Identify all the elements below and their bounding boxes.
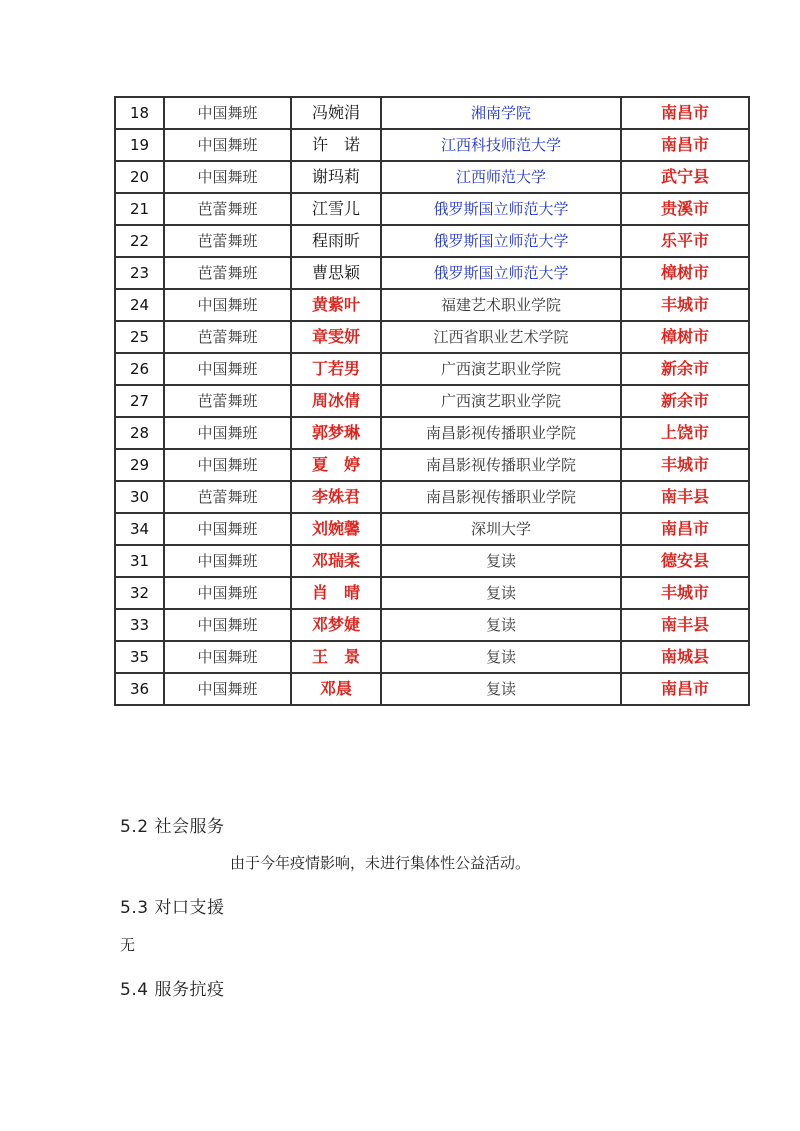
hometown-cell: 丰城市 <box>622 290 750 322</box>
table-row <box>116 514 750 546</box>
student-name-cell: 程雨昕 <box>292 226 382 258</box>
hometown-cell: 樟树市 <box>622 258 750 290</box>
table-row <box>116 162 750 194</box>
table-row <box>116 290 750 322</box>
row-number-cell: 24 <box>116 290 165 322</box>
student-name-cell: 冯婉涓 <box>292 98 382 130</box>
hometown-cell: 南丰县 <box>622 482 750 514</box>
class-cell: 中国舞班 <box>165 98 292 130</box>
section-heading-social-service: 5.2 社会服务 <box>120 817 225 837</box>
table-row <box>116 642 750 674</box>
row-number-cell: 23 <box>116 258 165 290</box>
class-cell: 芭蕾舞班 <box>165 258 292 290</box>
table-row <box>116 354 750 386</box>
school-cell: 复读 <box>382 578 622 610</box>
row-number-cell: 25 <box>116 322 165 354</box>
hometown-cell: 新余市 <box>622 386 750 418</box>
school-cell: 江西师范大学 <box>382 162 622 194</box>
row-number-cell: 29 <box>116 450 165 482</box>
hometown-cell: 贵溪市 <box>622 194 750 226</box>
hometown-cell: 乐平市 <box>622 226 750 258</box>
class-cell: 中国舞班 <box>165 418 292 450</box>
student-name-cell: 章雯妍 <box>292 322 382 354</box>
student-name-cell: 夏 婷 <box>292 450 382 482</box>
row-number-cell: 22 <box>116 226 165 258</box>
row-number-cell: 21 <box>116 194 165 226</box>
student-name-cell: 丁若男 <box>292 354 382 386</box>
hometown-cell: 樟树市 <box>622 322 750 354</box>
school-cell: 复读 <box>382 674 622 706</box>
school-cell: 江西省职业艺术学院 <box>382 322 622 354</box>
table-row <box>116 386 750 418</box>
class-cell: 中国舞班 <box>165 514 292 546</box>
student-name-cell: 王 景 <box>292 642 382 674</box>
student-placement-table <box>114 96 750 706</box>
school-cell: 俄罗斯国立师范大学 <box>382 258 622 290</box>
table-row <box>116 130 750 162</box>
table-row <box>116 322 750 354</box>
student-name-cell: 谢玛莉 <box>292 162 382 194</box>
school-cell: 湘南学院 <box>382 98 622 130</box>
school-cell: 深圳大学 <box>382 514 622 546</box>
hometown-cell: 南昌市 <box>622 130 750 162</box>
class-cell: 中国舞班 <box>165 578 292 610</box>
hometown-cell: 南昌市 <box>622 98 750 130</box>
class-cell: 芭蕾舞班 <box>165 482 292 514</box>
student-name-cell: 黄紫叶 <box>292 290 382 322</box>
row-number-cell: 35 <box>116 642 165 674</box>
school-cell: 南昌影视传播职业学院 <box>382 418 622 450</box>
table-row <box>116 578 750 610</box>
social-service-text: 由于今年疫情影响，未进行集体性公益活动。 <box>230 854 531 872</box>
row-number-cell: 31 <box>116 546 165 578</box>
student-name-cell: 肖 晴 <box>292 578 382 610</box>
section-heading-counterpart-support: 5.3 对口支援 <box>120 898 225 918</box>
school-cell: 江西科技师范大学 <box>382 130 622 162</box>
class-cell: 中国舞班 <box>165 450 292 482</box>
section-heading-epidemic-service: 5.4 服务抗疫 <box>120 980 225 1000</box>
hometown-cell: 上饶市 <box>622 418 750 450</box>
row-number-cell: 36 <box>116 674 165 706</box>
row-number-cell: 34 <box>116 514 165 546</box>
school-cell: 福建艺术职业学院 <box>382 290 622 322</box>
class-cell: 中国舞班 <box>165 642 292 674</box>
row-number-cell: 32 <box>116 578 165 610</box>
hometown-cell: 南昌市 <box>622 514 750 546</box>
student-name-cell: 邓晨 <box>292 674 382 706</box>
student-name-cell: 江雪儿 <box>292 194 382 226</box>
row-number-cell: 27 <box>116 386 165 418</box>
student-name-cell: 邓瑞柔 <box>292 546 382 578</box>
hometown-cell: 新余市 <box>622 354 750 386</box>
hometown-cell: 南昌市 <box>622 674 750 706</box>
hometown-cell: 德安县 <box>622 546 750 578</box>
student-name-cell: 刘婉馨 <box>292 514 382 546</box>
class-cell: 芭蕾舞班 <box>165 226 292 258</box>
class-cell: 芭蕾舞班 <box>165 322 292 354</box>
table-row <box>116 98 750 130</box>
school-cell: 俄罗斯国立师范大学 <box>382 226 622 258</box>
school-cell: 广西演艺职业学院 <box>382 386 622 418</box>
school-cell: 复读 <box>382 642 622 674</box>
hometown-cell: 丰城市 <box>622 578 750 610</box>
student-name-cell: 曹思颖 <box>292 258 382 290</box>
table-row <box>116 610 750 642</box>
hometown-cell: 南城县 <box>622 642 750 674</box>
class-cell: 芭蕾舞班 <box>165 194 292 226</box>
student-name-cell: 郭梦琳 <box>292 418 382 450</box>
row-number-cell: 26 <box>116 354 165 386</box>
row-number-cell: 28 <box>116 418 165 450</box>
table-row <box>116 674 750 706</box>
student-name-cell: 许 诺 <box>292 130 382 162</box>
counterpart-support-text: 无 <box>120 936 136 954</box>
class-cell: 中国舞班 <box>165 162 292 194</box>
table-row <box>116 450 750 482</box>
school-cell: 俄罗斯国立师范大学 <box>382 194 622 226</box>
row-number-cell: 30 <box>116 482 165 514</box>
table-row <box>116 258 750 290</box>
table-body <box>116 98 750 706</box>
table-row <box>116 194 750 226</box>
table-row <box>116 418 750 450</box>
class-cell: 中国舞班 <box>165 674 292 706</box>
hometown-cell: 南丰县 <box>622 610 750 642</box>
class-cell: 中国舞班 <box>165 610 292 642</box>
class-cell: 中国舞班 <box>165 546 292 578</box>
class-cell: 中国舞班 <box>165 290 292 322</box>
school-cell: 南昌影视传播职业学院 <box>382 482 622 514</box>
school-cell: 南昌影视传播职业学院 <box>382 450 622 482</box>
student-name-cell: 周冰倩 <box>292 386 382 418</box>
row-number-cell: 20 <box>116 162 165 194</box>
row-number-cell: 19 <box>116 130 165 162</box>
table-row <box>116 546 750 578</box>
school-cell: 复读 <box>382 546 622 578</box>
school-cell: 广西演艺职业学院 <box>382 354 622 386</box>
class-cell: 芭蕾舞班 <box>165 386 292 418</box>
table-row <box>116 482 750 514</box>
table-row <box>116 226 750 258</box>
row-number-cell: 18 <box>116 98 165 130</box>
school-cell: 复读 <box>382 610 622 642</box>
row-number-cell: 33 <box>116 610 165 642</box>
student-name-cell: 邓梦婕 <box>292 610 382 642</box>
student-name-cell: 李姝君 <box>292 482 382 514</box>
class-cell: 中国舞班 <box>165 354 292 386</box>
hometown-cell: 丰城市 <box>622 450 750 482</box>
class-cell: 中国舞班 <box>165 130 292 162</box>
hometown-cell: 武宁县 <box>622 162 750 194</box>
